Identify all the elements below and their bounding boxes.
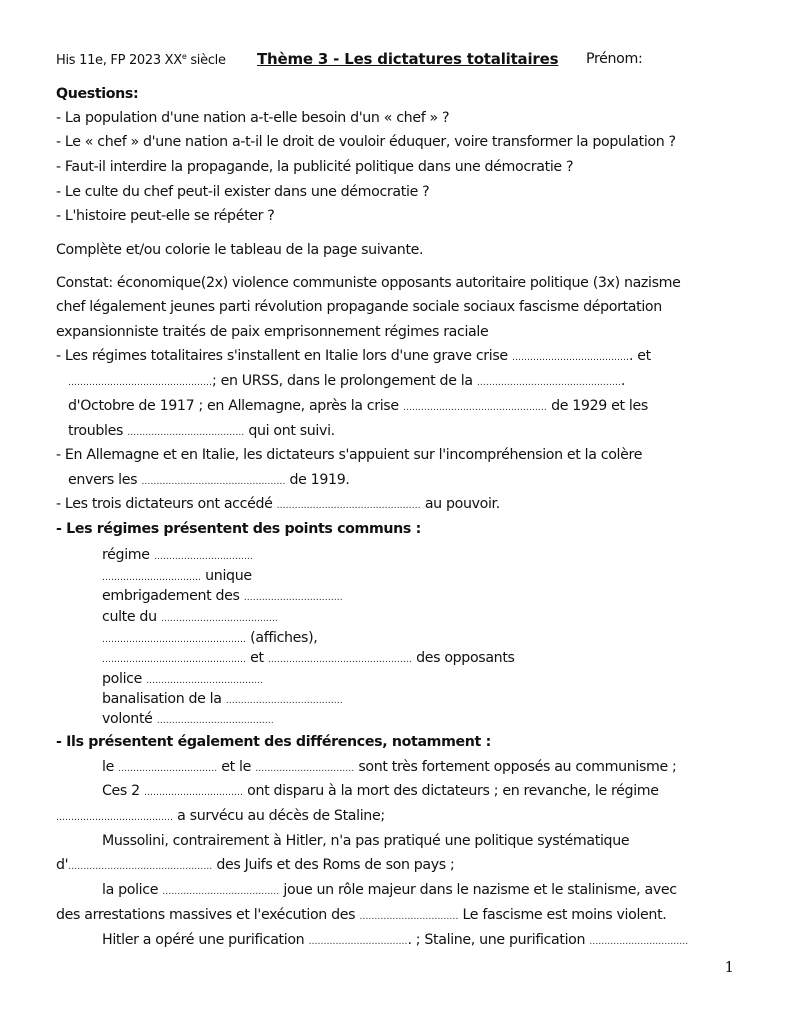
- text: banalisation de la: [102, 691, 226, 707]
- text: au pouvoir.: [420, 496, 500, 512]
- fill-line: [102, 932, 688, 948]
- question-item: - Faut-il interdire la propagande, la publicité politique dans une démocratie ?: [56, 159, 574, 175]
- page-title: Thème 3 - Les dictatures totalitaires: [257, 50, 559, 68]
- text: ont disparu à la mort des dictateurs ; en revanche, le régime: [242, 783, 659, 799]
- name-label: Prénom:: [586, 51, 643, 67]
- text: envers les: [68, 472, 142, 488]
- text: et le: [217, 759, 256, 775]
- blank-field[interactable]: …………………………………: [56, 813, 173, 823]
- blank-field[interactable]: …………………………………………: [267, 655, 412, 665]
- fill-line: [68, 423, 335, 439]
- differences-heading: - Ils présentent également des différences, notamment :: [56, 734, 491, 750]
- blank-field[interactable]: …………………………………………: [102, 655, 246, 665]
- questions-heading: Questions:: [56, 86, 139, 102]
- fill-line: [68, 472, 350, 488]
- common-points-heading: - Les régimes présentent des points communs :: [56, 521, 421, 537]
- blank-field[interactable]: ……………………………: [102, 573, 201, 583]
- constat-line: Constat: économique(2x) violence communiste opposants autoritaire politique (3x) nazisme: [56, 275, 681, 291]
- common-point-item: [102, 691, 343, 707]
- fill-line: [102, 759, 676, 775]
- blank-field[interactable]: ……………………………: [255, 764, 355, 774]
- text: - Les régimes totalitaires s'installent en Italie lors d'une grave crise: [56, 348, 512, 364]
- constat-line: expansionniste traités de paix emprisonnement régimes raciale: [56, 324, 489, 340]
- blank-field[interactable]: ……………………………: [243, 593, 343, 603]
- text: le: [102, 759, 119, 775]
- blank-field[interactable]: ……………………………: [359, 912, 459, 922]
- common-point-item: [102, 630, 317, 646]
- fill-line: [68, 373, 625, 389]
- text: d'Octobre de 1917 ; en Allemagne, après la crise: [68, 398, 403, 414]
- text: sont très fortement opposés au communisme ;: [354, 759, 677, 775]
- text-line: Mussolini, contrairement à Hitler, n'a pas pratiqué une politique systématique: [102, 833, 630, 849]
- fill-line: [56, 857, 454, 873]
- text: police: [102, 671, 147, 687]
- text: Le fascisme est moins violent.: [458, 907, 667, 923]
- text: de 1919.: [285, 472, 350, 488]
- course-suffix: siècle: [186, 53, 226, 68]
- page-number: 1: [724, 958, 734, 976]
- common-point-item: [102, 547, 253, 563]
- blank-field[interactable]: …………………………………: [162, 887, 280, 897]
- fill-line: [56, 808, 385, 824]
- text: embrigadement des: [102, 588, 244, 604]
- header-course: [56, 52, 226, 68]
- blank-field[interactable]: ……………………………: [153, 552, 253, 562]
- blank-field[interactable]: ……………………………: [589, 937, 689, 947]
- blank-field[interactable]: …………………………………………: [141, 477, 286, 487]
- blank-field[interactable]: ……………………………: [143, 788, 243, 798]
- blank-field[interactable]: …………………………………………: [68, 378, 212, 388]
- question-item: - Le « chef » d'une nation a-t-il le droit de vouloir éduquer, voire transformer la population ?: [56, 134, 676, 150]
- course-label: His 11e, FP 2023 XX: [56, 53, 182, 68]
- blank-field[interactable]: …………………………………: [225, 696, 343, 706]
- fill-line: [102, 882, 677, 898]
- common-point-item: [102, 588, 343, 604]
- common-point-item: [102, 568, 252, 584]
- text: Ces 2: [102, 783, 144, 799]
- text: la police: [102, 882, 163, 898]
- text: d': [56, 857, 69, 873]
- blank-field[interactable]: …………………………………: [127, 428, 245, 438]
- blank-field[interactable]: ……………………………: [118, 764, 218, 774]
- text: (affiches),: [246, 630, 318, 646]
- text: des Juifs et des Roms de son pays ;: [212, 857, 455, 873]
- text: culte du: [102, 609, 161, 625]
- text: joue un rôle majeur dans le nazisme et le stalinisme, avec: [279, 882, 677, 898]
- common-point-item: [102, 711, 274, 727]
- fill-line: [56, 496, 500, 512]
- text: ; en URSS, dans le prolongement de la: [212, 373, 477, 389]
- question-item: - La population d'une nation a-t-elle besoin d'un « chef » ?: [56, 110, 450, 126]
- text: régime: [102, 547, 154, 563]
- blank-field[interactable]: …………………………………………: [402, 403, 547, 413]
- text: des opposants: [411, 650, 515, 666]
- fill-line: [68, 398, 648, 414]
- blank-field[interactable]: …………………………………………: [102, 635, 246, 645]
- blank-field[interactable]: …………………………………………: [476, 378, 621, 388]
- blank-field[interactable]: ……………………………: [308, 937, 408, 947]
- instruction-text: Complète et/ou colorie le tableau de la page suivante.: [56, 242, 424, 258]
- text: volonté: [102, 711, 157, 727]
- text: . ; Staline, une purification: [407, 932, 590, 948]
- common-point-item: [102, 671, 263, 687]
- blank-field[interactable]: …………………………………: [146, 676, 264, 686]
- blank-field[interactable]: …………………………………: [511, 353, 629, 363]
- text: .: [620, 373, 625, 389]
- constat-line: chef légalement jeunes parti révolution propagande sociale sociaux fascisme déportation: [56, 299, 662, 315]
- text: des arrestations massives et l'exécution des: [56, 907, 360, 923]
- text: Hitler a opéré une purification: [102, 932, 309, 948]
- text: . et: [628, 348, 651, 364]
- blank-field[interactable]: …………………………………: [156, 716, 274, 726]
- fill-line: [56, 907, 666, 923]
- common-point-item: [102, 650, 515, 666]
- text-line: - En Allemagne et en Italie, les dictateurs s'appuient sur l'incompréhension et la colère: [56, 447, 643, 463]
- question-item: - L'histoire peut-elle se répéter ?: [56, 208, 275, 224]
- fill-line: [102, 783, 659, 799]
- question-item: - Le culte du chef peut-il exister dans une démocratie ?: [56, 184, 430, 200]
- fill-line: [56, 348, 651, 364]
- course-sup: e: [181, 52, 187, 61]
- blank-field[interactable]: …………………………………: [160, 614, 278, 624]
- blank-field[interactable]: …………………………………………: [68, 862, 213, 872]
- text: qui ont suivi.: [244, 423, 335, 439]
- text: unique: [201, 568, 252, 584]
- common-point-item: [102, 609, 278, 625]
- text: a survécu au décès de Staline;: [173, 808, 385, 824]
- text: - Les trois dictateurs ont accédé: [56, 496, 277, 512]
- text: de 1929 et les: [546, 398, 648, 414]
- text: et: [246, 650, 268, 666]
- text: troubles: [68, 423, 128, 439]
- blank-field[interactable]: …………………………………………: [276, 501, 421, 511]
